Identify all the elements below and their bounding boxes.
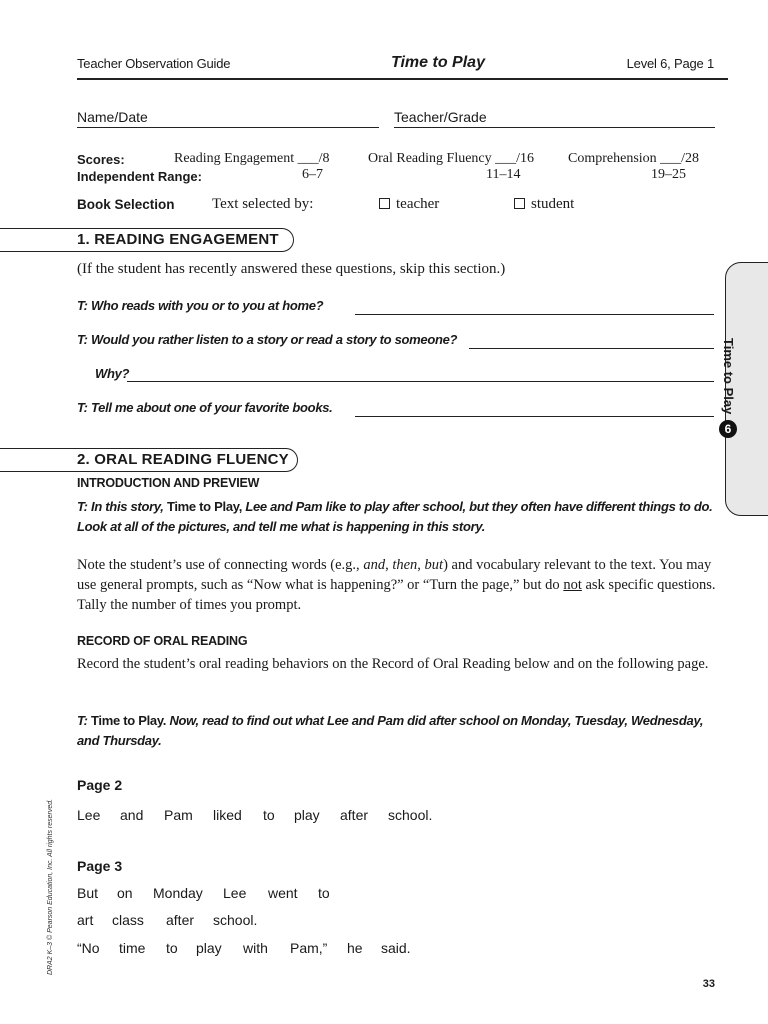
- question-1: T: Who reads with you or to you at home?: [77, 298, 324, 313]
- oral-reading-fluency-range: 11–14: [486, 167, 521, 182]
- text-word: after: [340, 807, 369, 823]
- text-word: art: [77, 912, 94, 928]
- text-word: play: [196, 940, 222, 956]
- header-guide-label: Teacher Observation Guide: [77, 56, 231, 71]
- independent-range-label: Independent Range:: [77, 169, 202, 184]
- option-teacher[interactable]: [379, 196, 439, 213]
- note-but: but: [424, 557, 444, 573]
- intro-prompt-rest: Lee and Pam like to play after school, but they often have different things to do. Look at all of the pictures, and tell me what is happening in this story.: [77, 499, 713, 534]
- page-2-label: Page 2: [77, 777, 123, 793]
- text-word: to: [166, 940, 178, 956]
- text-word: on: [117, 885, 133, 901]
- section-2-title: 2. ORAL READING FLUENCY: [77, 451, 289, 468]
- header-title: Time to Play: [391, 54, 485, 71]
- text-word: and: [120, 807, 144, 823]
- side-level-tab: [721, 262, 768, 516]
- read-prompt: [77, 711, 717, 751]
- text-word: But: [77, 885, 99, 901]
- reading-engagement-range: 6–7: [302, 167, 323, 182]
- note-part-3: ask specific questions. Tally the number of times you prompt.: [77, 577, 716, 613]
- question-3: T: Tell me about one of your favorite books.: [77, 400, 333, 415]
- text-word: “No: [77, 940, 100, 956]
- text-selected-by: Text selected by:: [212, 196, 314, 212]
- connecting-words-note: Note the student’s use of connecting words (e.g., and, then, but) and vocabulary relevant to the text. You may use general prompts, such as “Now what is happening?” or “Turn the page,” but do not ask specific questions. Tally the number of times you prompt.: [77, 557, 716, 613]
- text-word: with: [243, 940, 268, 956]
- text-word: school.: [213, 912, 258, 928]
- question-2-why: Why?: [95, 366, 130, 381]
- option-student[interactable]: [514, 196, 574, 213]
- text-word: went: [268, 885, 298, 901]
- side-tab-label: [719, 338, 737, 458]
- teacher-checkbox[interactable]: [379, 198, 390, 209]
- header-level-page: Level 6, Page 1: [626, 56, 714, 71]
- page-number: 33: [702, 978, 715, 990]
- answer-line-1[interactable]: [355, 314, 714, 315]
- text-word: to: [318, 885, 330, 901]
- book-selection-label: Book Selection: [77, 197, 175, 212]
- intro-preview-heading: INTRODUCTION AND PREVIEW: [77, 476, 260, 490]
- text-word: Lee: [77, 807, 101, 823]
- read-book-title: Time to Play.: [91, 713, 167, 728]
- section-2-tab: [0, 448, 298, 472]
- intro-prompt-t: T: In this story,: [77, 499, 164, 514]
- intro-book-title: Time to Play,: [166, 499, 243, 514]
- section-1-title: 1. READING ENGAGEMENT: [77, 231, 279, 248]
- record-instructions: Record the student’s oral reading behaviors on the Record of Oral Reading below and on the following page.: [77, 656, 709, 672]
- scores-label: Scores:: [77, 152, 125, 167]
- question-2: T: Would you rather listen to a story or read a story to someone?: [77, 332, 458, 347]
- note-and: and: [363, 557, 386, 573]
- text-word: said.: [381, 940, 411, 956]
- comprehension-range: 19–25: [651, 167, 686, 182]
- note-then: then: [392, 557, 418, 573]
- comprehension-score: Comprehension ___/28: [568, 151, 700, 166]
- note-part-1: Note the student’s use of connecting words (e.g.,: [77, 557, 360, 573]
- answer-line-2[interactable]: [469, 348, 714, 349]
- answer-line-why[interactable]: [127, 381, 714, 382]
- page-3-label: Page 3: [77, 858, 123, 874]
- header-rule: [77, 78, 728, 80]
- text-word: he: [347, 940, 363, 956]
- text-word: school.: [388, 807, 433, 823]
- option-teacher-label: teacher: [396, 196, 440, 212]
- section-1-note: (If the student has recently answered these questions, skip this section.): [77, 261, 506, 277]
- text-word: to: [263, 807, 275, 823]
- intro-prompt: [77, 497, 717, 537]
- oral-reading-fluency-score: Oral Reading Fluency ___/16: [368, 151, 535, 166]
- teacher-grade-line[interactable]: [394, 127, 715, 128]
- note-part-2: ) and vocabulary relevant to the text. You may use general prompts, such as “Now what is happening?” or “Turn the page,” but do: [77, 557, 712, 593]
- side-tab-title: Time to Play: [721, 338, 736, 415]
- note-not: not: [563, 577, 582, 593]
- text-word: Pam: [164, 807, 193, 823]
- option-student-label: student: [531, 196, 575, 212]
- teacher-grade-label: Teacher/Grade: [394, 109, 487, 125]
- read-prompt-t: T:: [77, 713, 88, 728]
- text-word: time: [119, 940, 146, 956]
- text-word: Pam,”: [290, 940, 328, 956]
- read-prompt-rest: Now, read to find out what Lee and Pam did after school on Monday, Tuesday, Wednesday, and Thursday.: [77, 713, 704, 748]
- level-number-badge: 6: [719, 420, 737, 438]
- name-date-line[interactable]: [77, 127, 379, 128]
- section-1-tab: [0, 228, 294, 252]
- text-word: Lee: [223, 885, 247, 901]
- name-date-label: Name/Date: [77, 109, 148, 125]
- reading-engagement-score: Reading Engagement ___/8: [174, 151, 330, 166]
- text-word: after: [166, 912, 195, 928]
- copyright-notice: DRA2 K–3 © Pearson Education, Inc. All rights reserved.: [47, 798, 54, 975]
- student-checkbox[interactable]: [514, 198, 525, 209]
- answer-line-3[interactable]: [355, 416, 714, 417]
- text-word: play: [294, 807, 320, 823]
- text-word: Monday: [153, 885, 203, 901]
- record-heading: RECORD OF ORAL READING: [77, 634, 248, 648]
- text-word: liked: [213, 807, 242, 823]
- text-word: class: [112, 912, 144, 928]
